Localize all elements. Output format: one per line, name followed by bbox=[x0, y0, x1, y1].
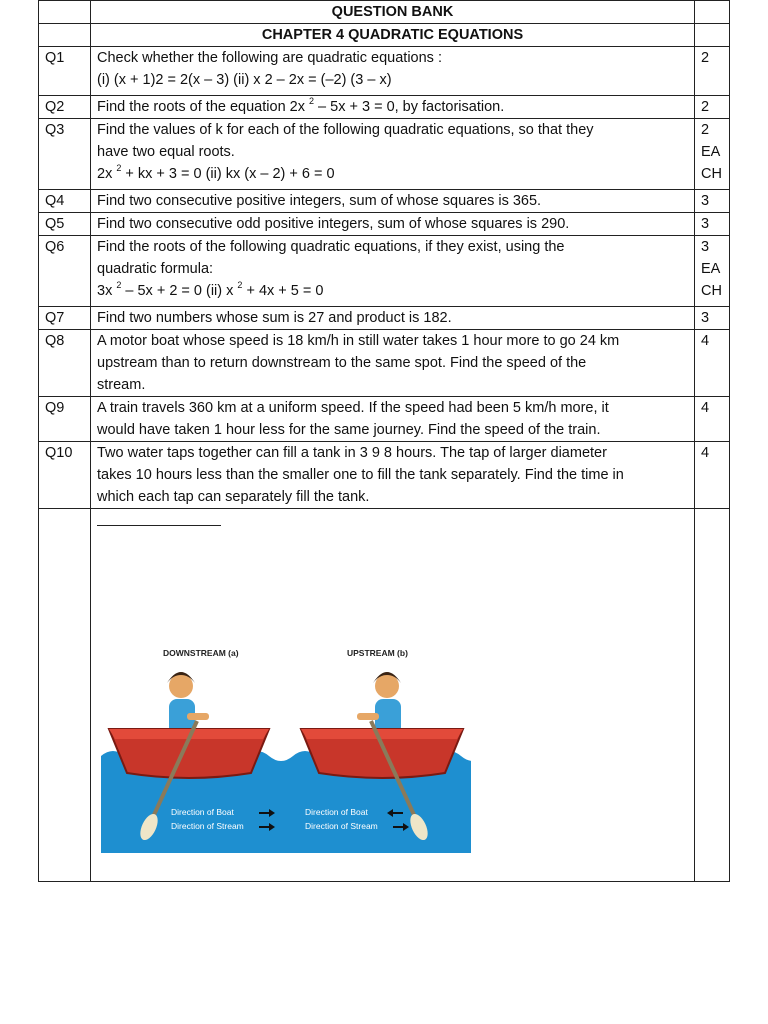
question-marks: 3 bbox=[695, 190, 730, 213]
question-text: Two water taps together can fill a tank in 3 9 8 hours. The tap of larger diameter takes 10 hours less than the smaller one to fill the tank separately. Find the time in which each tap can separately fill the tank. bbox=[91, 442, 695, 509]
question-number: Q2 bbox=[39, 96, 91, 119]
question-text: Check whether the following are quadratic equations : (i) (x + 1)2 = 2(x – 3) (ii) x 2 – 2x = (–2) (3 – x) bbox=[91, 47, 695, 96]
question-number: Q10 bbox=[39, 442, 91, 509]
question-number: Q3 bbox=[39, 119, 91, 190]
question-row bbox=[39, 213, 730, 236]
question-number: Q6 bbox=[39, 236, 91, 307]
chapter-title: CHAPTER 4 QUADRATIC EQUATIONS bbox=[91, 24, 695, 47]
question-row bbox=[39, 330, 730, 397]
question-row bbox=[39, 397, 730, 442]
question-text: Find two consecutive positive integers, sum of whose squares is 365. bbox=[91, 190, 695, 213]
question-row bbox=[39, 119, 730, 190]
question-text: Find the roots of the following quadratic equations, if they exist, using the quadratic formula: 3x $^2$ – 5x + 2 = 0 (ii) x $^2$ + 4x + 5 = 0 bbox=[91, 236, 695, 307]
question-marks: 2 EA CH bbox=[695, 119, 730, 190]
question-marks: 2 bbox=[695, 47, 730, 96]
question-row bbox=[39, 96, 730, 119]
question-text: Find the roots of the equation 2x $^2$ – 5x + 3 = 0, by factorisation. bbox=[91, 96, 695, 119]
left-boat-direction-label: Direction of Boat bbox=[171, 807, 234, 817]
question-row bbox=[39, 442, 730, 509]
question-number: Q5 bbox=[39, 213, 91, 236]
question-marks: 2 bbox=[695, 96, 730, 119]
question-row bbox=[39, 307, 730, 330]
downstream-title: DOWNSTREAM (a) bbox=[163, 648, 239, 658]
left-stream-direction-label: Direction of Stream bbox=[171, 821, 244, 831]
question-text: Find two consecutive odd positive integers, sum of whose squares is 290. bbox=[91, 213, 695, 236]
question-marks: 3 bbox=[695, 213, 730, 236]
upstream-title: UPSTREAM (b) bbox=[347, 648, 408, 658]
question-number: Q7 bbox=[39, 307, 91, 330]
question-text: A motor boat whose speed is 18 km/h in still water takes 1 hour more to go 24 km upstream than to return downstream to the same spot. Find the speed of the stream. bbox=[91, 330, 695, 397]
question-row bbox=[39, 236, 730, 307]
question-row bbox=[39, 47, 730, 96]
question-bank-table bbox=[38, 0, 730, 882]
question-text: A train travels 360 km at a uniform speed. If the speed had been 5 km/h more, it would have taken 1 hour less for the same journey. Find the speed of the train. bbox=[91, 397, 695, 442]
question-number: Q1 bbox=[39, 47, 91, 96]
right-boat-direction-label: Direction of Boat bbox=[305, 807, 368, 817]
question-text: Find two numbers whose sum is 27 and product is 182. bbox=[91, 307, 695, 330]
illustration-row bbox=[39, 509, 730, 882]
question-marks: 3 EA CH bbox=[695, 236, 730, 307]
question-marks: 4 bbox=[695, 397, 730, 442]
blank-underline bbox=[97, 525, 221, 526]
question-marks: 3 bbox=[695, 307, 730, 330]
question-row bbox=[39, 190, 730, 213]
page-title: QUESTION BANK bbox=[91, 1, 695, 24]
question-number: Q8 bbox=[39, 330, 91, 397]
question-number: Q4 bbox=[39, 190, 91, 213]
question-text: Find the values of k for each of the following quadratic equations, so that they have two equal roots. 2x $^2$ + kx + 3 = 0 (ii) kx (x – 2) + 6 = 0 bbox=[91, 119, 695, 190]
question-marks: 4 bbox=[695, 330, 730, 397]
boat-illustration bbox=[101, 641, 471, 853]
question-marks: 4 bbox=[695, 442, 730, 509]
right-stream-direction-label: Direction of Stream bbox=[305, 821, 378, 831]
question-number: Q9 bbox=[39, 397, 91, 442]
illustration-cell bbox=[91, 509, 695, 882]
